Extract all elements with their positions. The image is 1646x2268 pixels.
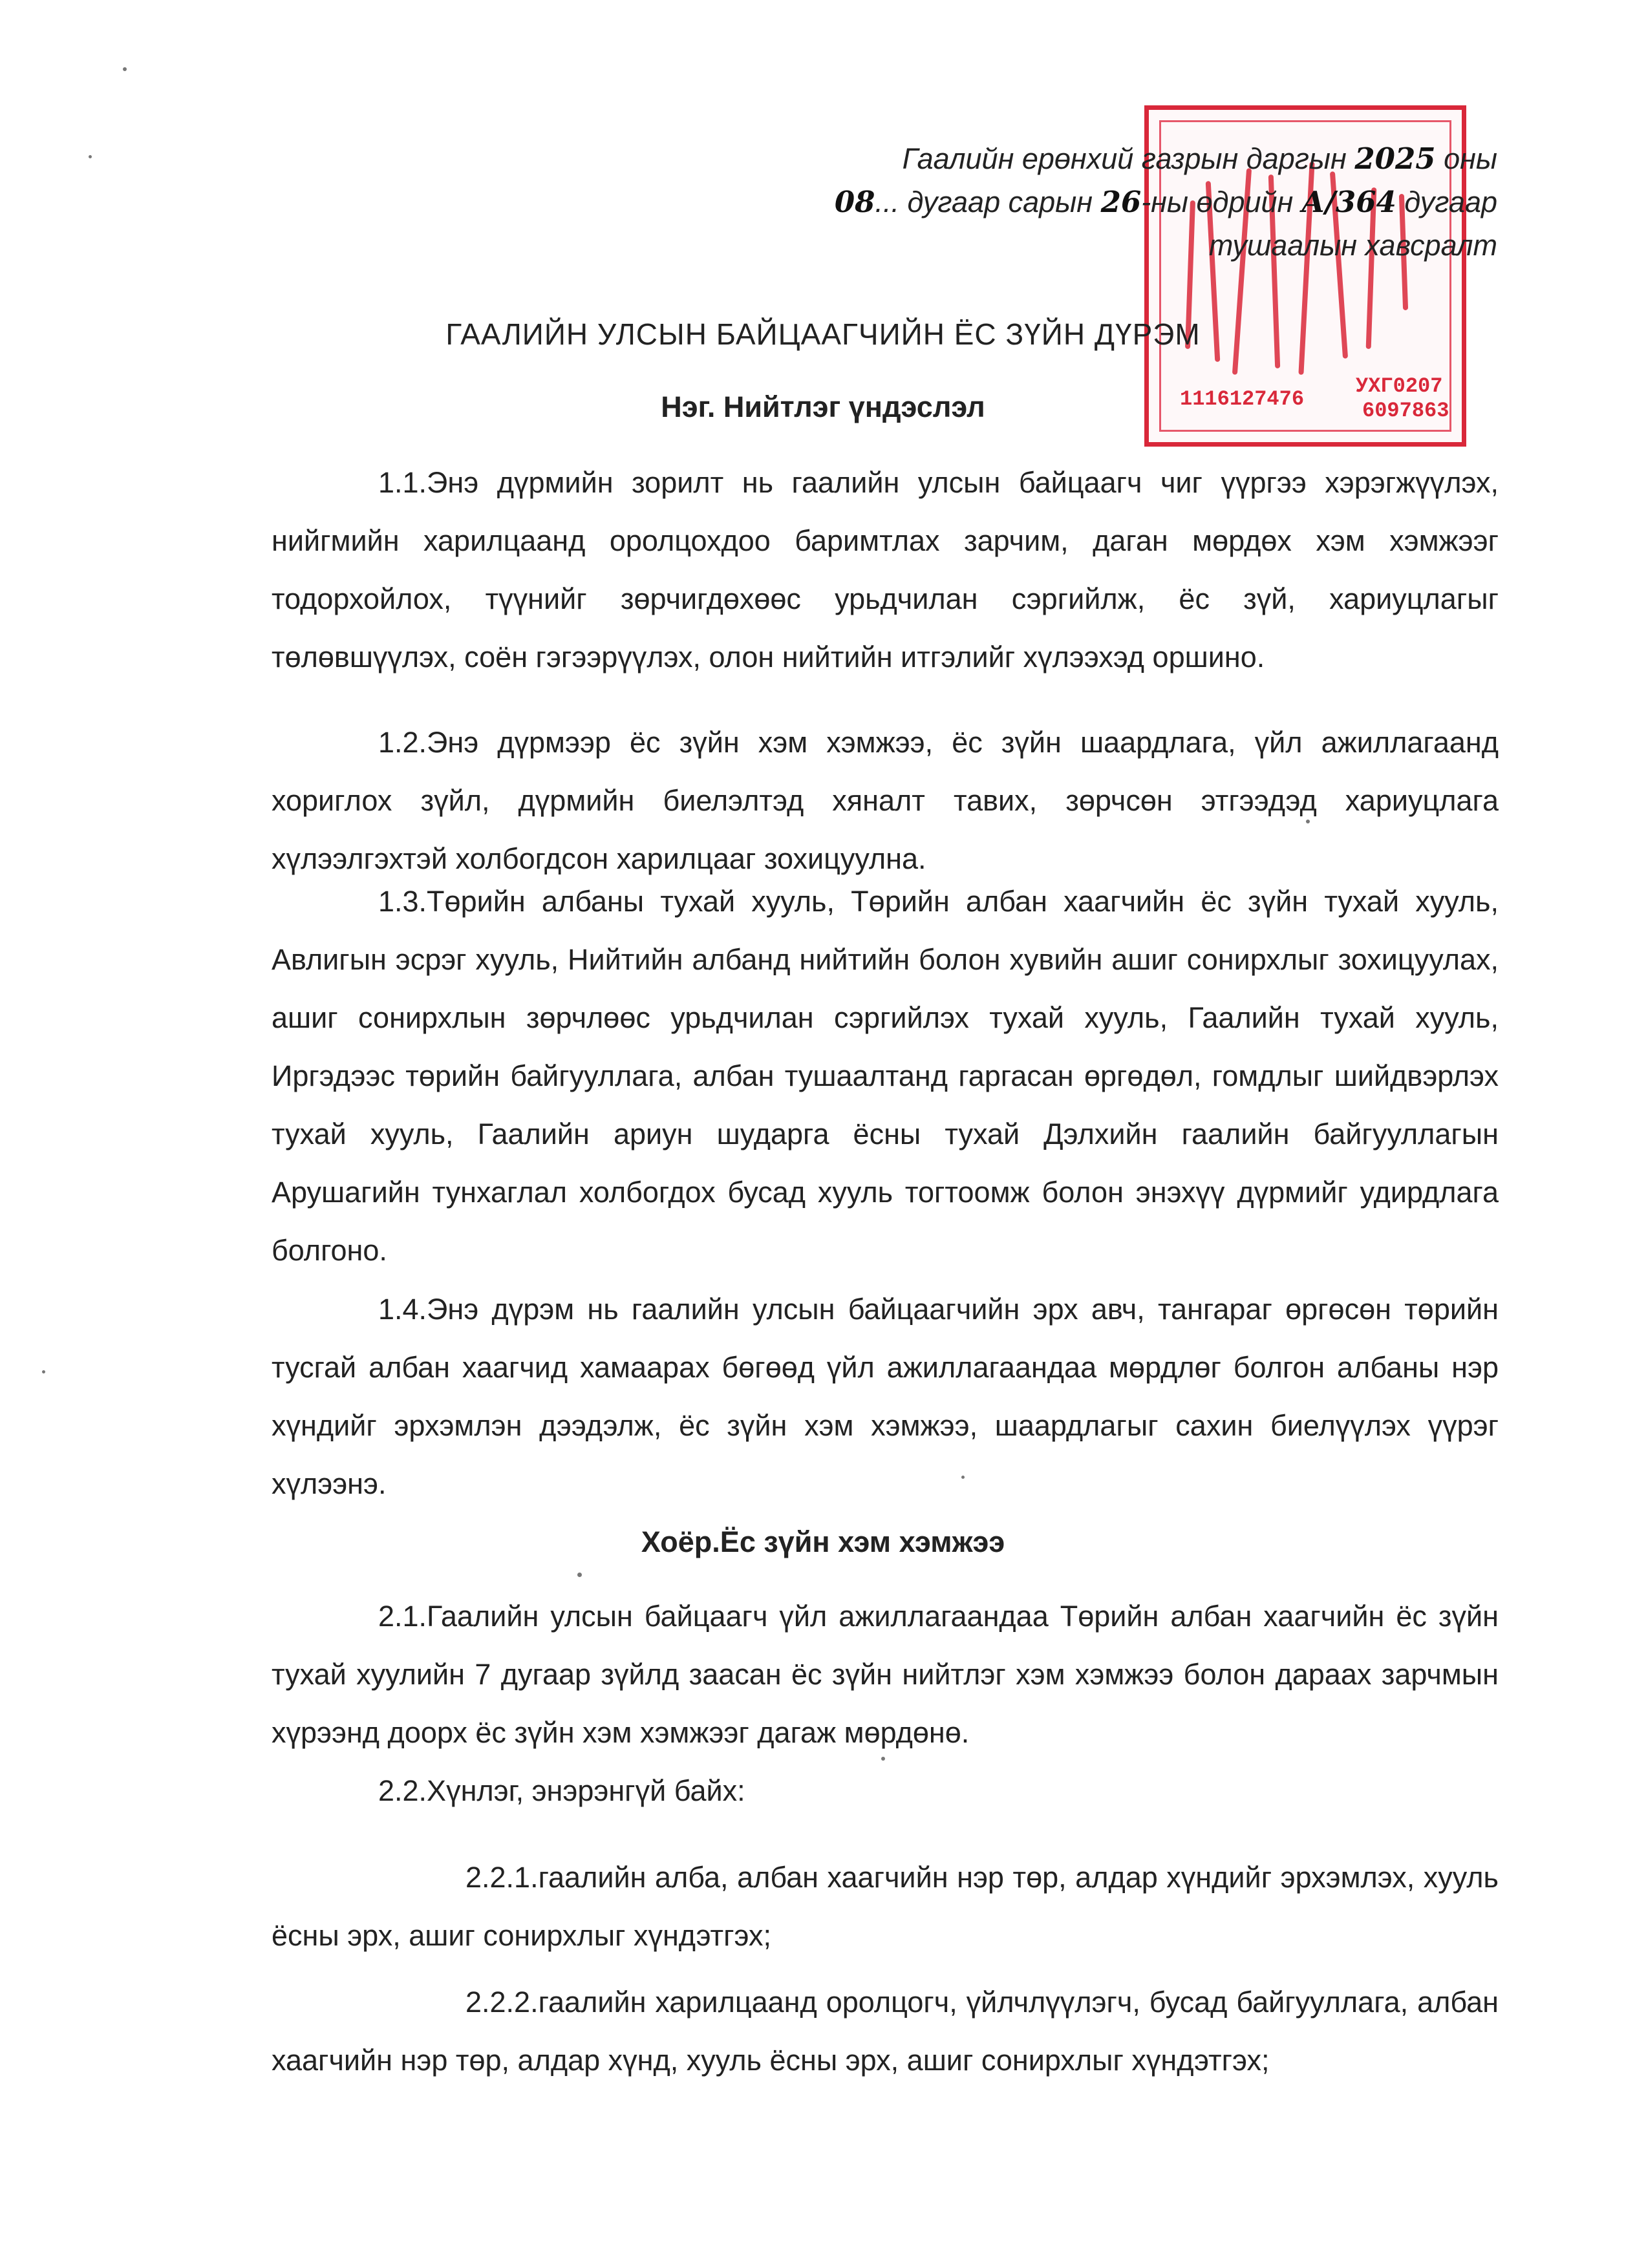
paragraph-2-2-1: 2.2.1.гаалийн алба, албан хаагчийн нэр төр, алдар хүндийг эрхэмлэх, хууль ёсны эрх, ашиг сонирхлыг хүндэтгэх; — [272, 1861, 1499, 1952]
scan-speck — [123, 67, 127, 71]
handwritten-day: 26 — [1100, 185, 1142, 219]
stamp-code-left: 1116127476 — [1180, 387, 1305, 411]
scan-speck — [42, 1370, 45, 1373]
handwritten-year: 2025 — [1354, 142, 1436, 176]
paragraph-2-1: 2.1.Гаалийн улсын байцаагч үйл ажиллагаандаа Төрийн албан хаагчийн ёс зүйн тухай хуулийн 7 дугаар зүйлд заасан ёс зүйн нийтлэг хэм хэмжээ болон дараах зарчмын хүрээнд доорх ёс зүйн хэм хэмжээг дагаж мөрдөнө. — [272, 1600, 1499, 1749]
paragraph-2-2-2: 2.2.2.гаалийн харилцаанд оролцогч, үйлчлүүлэгч, бусад байгууллага, албан хаагчийн нэр төр, алдар хүнд, хууль ёсны эрх, ашиг сонирхлыг хүндэтгэх; — [272, 1986, 1499, 2077]
decree-appendix-header — [835, 137, 1497, 267]
handwritten-month: 08 — [834, 185, 875, 219]
scan-speck — [577, 1573, 582, 1577]
header-line-3: тушаалын хавсралт — [1208, 229, 1497, 262]
document-title: ГААЛИЙН УЛСЫН БАЙЦААГЧИЙН ЁС ЗҮЙН ДҮРЭМ — [445, 317, 1201, 351]
header-line-2: 08... дугаар сарын 26-ны өдрийн А/364 дугаар — [834, 185, 1497, 219]
paragraph-1-1: 1.1.Энэ дүрмийн зорилт нь гаалийн улсын байцаагч чиг үүргээ хэрэгжүүлэх, нийгмийн харилцаанд оролцохдоо баримтлах зарчим, даган мөрдөх хэм хэмжээг тодорхойлох, түүнийг зөрчигдөхөөс урьдчилан сэргийлж, ёс зүй, хариуцлагыг төлөвшүүлэх, соён гэгээрүүлэх, олон нийтийн итгэлийг хүлээхэд оршино. — [272, 466, 1499, 673]
handwritten-order-number: А/364 — [1301, 185, 1396, 219]
scan-speck — [89, 155, 92, 158]
paragraph-1-3: 1.3.Төрийн албаны тухай хууль, Төрийн албан хаагчийн ёс зүйн тухай хууль, Авлигын эсрэг хууль, Нийтийн албанд нийтийн болон хувийн ашиг сонирхлыг зохицуулах, ашиг сонирхлын зөрчлөөс урьдчилан сэргийлэх тухай хууль, Гаалийн тухай хууль, Иргэдээс төрийн байгууллага, албан тушаалтанд гаргасан өргөдөл, гомдлыг шийдвэрлэх тухай хууль, Гаалийн ариун шударга ёсны тухай Дэлхийн гаалийн байгууллагын Арушагийн тунхаглал холбогдох бусад хууль тогтоомж болон энэхүү дүрмийг удирдлага болгоно. — [272, 885, 1499, 1267]
section-1-heading: Нэг. Нийтлэг үндэслэл — [661, 390, 985, 423]
stamp-code-right-2: 6097863 — [1362, 399, 1449, 423]
header-line-1: Гаалийн ерөнхий газрын даргын 2025 оны — [902, 142, 1497, 176]
stamp-code-right-1: УХГ0207 — [1356, 374, 1443, 398]
paragraph-1-4: 1.4.Энэ дүрэм нь гаалийн улсын байцаагчийн эрх авч, тангараг өргөсөн төрийн тусгай албан хаагчид хамаарах бөгөөд үйл ажиллагаандаа мөрдлөг болгон албаны нэр хүндийг эрхэмлэн дээдэлж, ёс зүйн хэм хэмжээ, шаардлагыг сахин биелүүлэх үүрэг хүлээнэ. — [272, 1293, 1499, 1500]
paragraph-1-2: 1.2.Энэ дүрмээр ёс зүйн хэм хэмжээ, ёс зүйн шаардлага, үйл ажиллагаанд хориглох зүйл, дүрмийн биелэлтэд хяналт тавих, зөрчсөн этгээдэд хариуцлага хүлээлгэхтэй холбогдсон харилцааг зохицуулна. — [272, 726, 1499, 875]
section-2-heading: Хоёр.Ёс зүйн хэм хэмжээ — [641, 1525, 1005, 1558]
paragraph-2-2: 2.2.Хүнлэг, энэрэнгүй байх: — [378, 1774, 745, 1807]
